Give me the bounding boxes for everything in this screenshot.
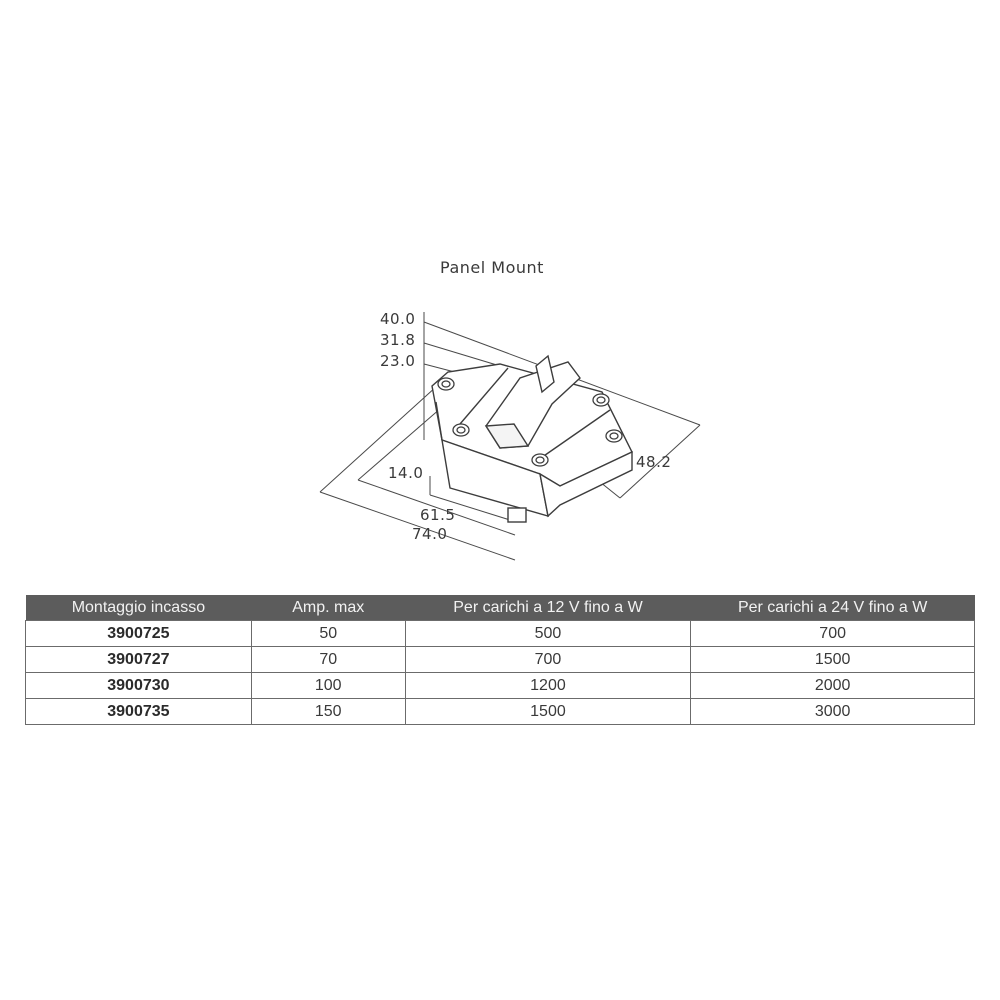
dim-label-mid-height: 31.8 xyxy=(380,331,416,349)
cell-amp: 70 xyxy=(251,647,405,673)
table-row xyxy=(26,699,975,725)
cell-24v: 700 xyxy=(691,621,975,647)
cell-24v: 2000 xyxy=(691,673,975,699)
cell-amp: 50 xyxy=(251,621,405,647)
cell-code: 3900735 xyxy=(26,699,252,725)
table-row xyxy=(26,647,975,673)
cell-code: 3900727 xyxy=(26,647,252,673)
dim-label-side-width: 48.2 xyxy=(636,453,672,471)
cell-12v: 1200 xyxy=(405,673,691,699)
header-12v: Per carichi a 12 V fino a W xyxy=(405,595,691,621)
dim-label-top-height: 40.0 xyxy=(380,310,416,328)
cell-24v: 3000 xyxy=(691,699,975,725)
cell-amp: 100 xyxy=(251,673,405,699)
breaker-body xyxy=(432,356,632,522)
header-mount: Montaggio incasso xyxy=(26,595,252,621)
table-header-row xyxy=(26,595,975,621)
dim-label-inner-length: 61.5 xyxy=(420,506,456,524)
cell-code: 3900730 xyxy=(26,673,252,699)
table-row xyxy=(26,621,975,647)
dim-label-outer-length: 74.0 xyxy=(412,525,448,543)
table-row xyxy=(26,673,975,699)
header-amp: Amp. max xyxy=(251,595,405,621)
cell-12v: 1500 xyxy=(405,699,691,725)
cell-12v: 700 xyxy=(405,647,691,673)
cell-24v: 1500 xyxy=(691,647,975,673)
spec-table xyxy=(25,595,975,725)
header-24v: Per carichi a 24 V fino a W xyxy=(691,595,975,621)
diagram-title: Panel Mount xyxy=(440,258,544,277)
cell-code: 3900725 xyxy=(26,621,252,647)
dim-label-body-height: 23.0 xyxy=(380,352,416,370)
cell-12v: 500 xyxy=(405,621,691,647)
cell-amp: 150 xyxy=(251,699,405,725)
dim-label-base-depth: 14.0 xyxy=(388,464,424,482)
